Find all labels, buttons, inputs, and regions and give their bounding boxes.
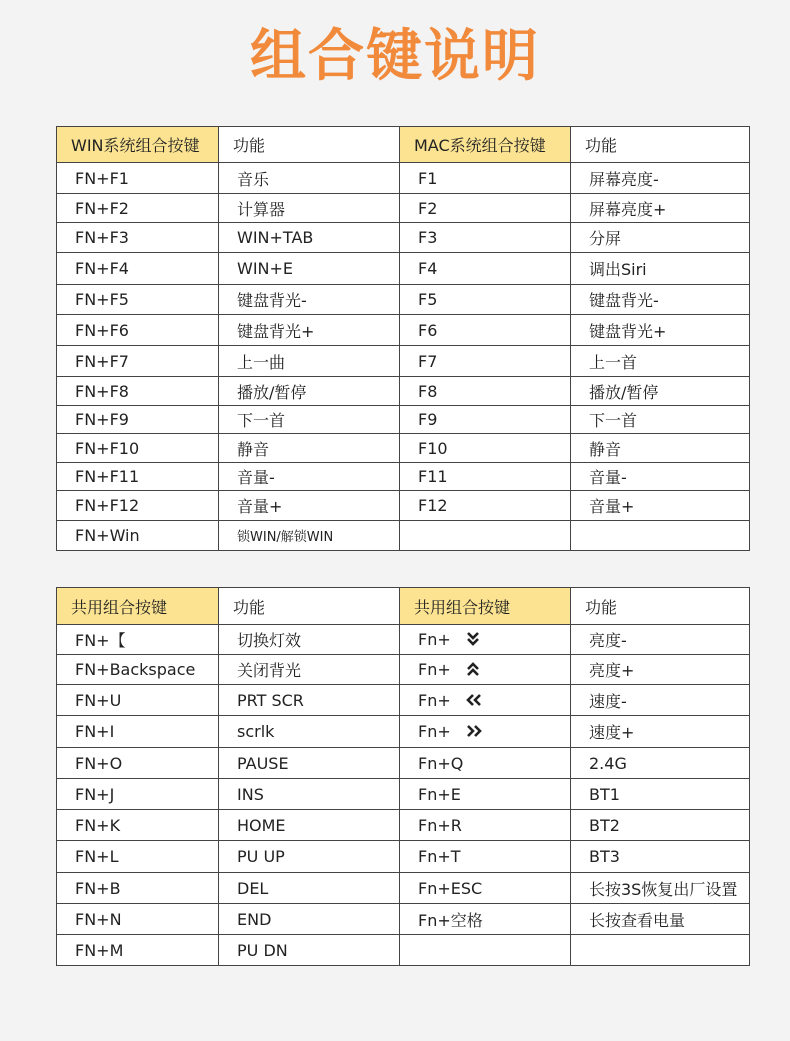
function-cell: PU DN bbox=[219, 935, 400, 966]
function-cell: 2.4G bbox=[571, 748, 750, 779]
table-row bbox=[57, 873, 750, 904]
mac-function-cell bbox=[571, 521, 750, 551]
win-function-cell: 计算器 bbox=[219, 194, 400, 223]
header-function: 功能 bbox=[571, 127, 750, 163]
win-function-cell: 上一曲 bbox=[219, 346, 400, 377]
key-cell bbox=[400, 716, 571, 748]
mac-function-cell: 下一首 bbox=[571, 406, 750, 434]
table-row bbox=[57, 346, 750, 377]
key-cell: Fn+空格 bbox=[400, 904, 571, 935]
mac-function-cell: 上一首 bbox=[571, 346, 750, 377]
win-key-cell: FN+F10 bbox=[57, 434, 219, 463]
mac-function-cell: 音量- bbox=[571, 463, 750, 491]
mac-key-cell: F10 bbox=[400, 434, 571, 463]
page-title: 组合键说明 bbox=[250, 24, 540, 89]
function-cell: PU UP bbox=[219, 841, 400, 873]
function-cell: BT3 bbox=[571, 841, 750, 873]
key-cell bbox=[400, 935, 571, 966]
table-row bbox=[57, 377, 750, 406]
mac-function-cell: 键盘背光- bbox=[571, 285, 750, 315]
win-key-cell: FN+F2 bbox=[57, 194, 219, 223]
win-function-cell: WIN+E bbox=[219, 253, 400, 285]
table-row bbox=[57, 163, 750, 194]
table-row bbox=[57, 810, 750, 841]
key-cell: Fn+Q bbox=[400, 748, 571, 779]
key-cell bbox=[400, 685, 571, 716]
function-cell: END bbox=[219, 904, 400, 935]
key-cell: FN+Backspace bbox=[57, 655, 219, 685]
mac-function-cell: 分屏 bbox=[571, 223, 750, 253]
mac-key-cell: F5 bbox=[400, 285, 571, 315]
table-header-row bbox=[57, 588, 750, 625]
function-cell: INS bbox=[219, 779, 400, 810]
table-row bbox=[57, 779, 750, 810]
function-cell bbox=[571, 935, 750, 966]
key-label: Fn+ bbox=[418, 722, 451, 741]
mac-function-cell: 静音 bbox=[571, 434, 750, 463]
mac-key-cell: F2 bbox=[400, 194, 571, 223]
function-cell: 速度+ bbox=[571, 716, 750, 748]
function-cell: BT1 bbox=[571, 779, 750, 810]
table-row bbox=[57, 748, 750, 779]
mac-key-cell: F6 bbox=[400, 315, 571, 346]
key-cell bbox=[400, 625, 571, 655]
shared-key-table bbox=[56, 587, 750, 966]
win-key-cell: FN+F6 bbox=[57, 315, 219, 346]
table-row bbox=[57, 194, 750, 223]
win-function-cell: 键盘背光+ bbox=[219, 315, 400, 346]
win-key-cell: FN+F1 bbox=[57, 163, 219, 194]
table-row bbox=[57, 315, 750, 346]
function-cell: 关闭背光 bbox=[219, 655, 400, 685]
header-mac-keys: MAC系统组合按键 bbox=[400, 127, 571, 163]
key-cell: FN+N bbox=[57, 904, 219, 935]
function-cell: 亮度+ bbox=[571, 655, 750, 685]
win-function-cell: 键盘背光- bbox=[219, 285, 400, 315]
win-function-cell: 音乐 bbox=[219, 163, 400, 194]
mac-key-cell: F7 bbox=[400, 346, 571, 377]
table-row bbox=[57, 904, 750, 935]
function-cell: DEL bbox=[219, 873, 400, 904]
mac-key-cell: F9 bbox=[400, 406, 571, 434]
key-label: Fn+ bbox=[418, 690, 451, 710]
function-cell: 长按查看电量 bbox=[571, 904, 750, 935]
header-function: 功能 bbox=[571, 588, 750, 625]
function-cell: 亮度- bbox=[571, 625, 750, 655]
key-cell: FN+O bbox=[57, 748, 219, 779]
win-key-cell: FN+Win bbox=[57, 521, 219, 551]
table-row bbox=[57, 935, 750, 966]
key-cell: FN+K bbox=[57, 810, 219, 841]
header-win-keys: WIN系统组合按键 bbox=[57, 127, 219, 163]
win-function-cell: 音量+ bbox=[219, 491, 400, 521]
key-cell: FN+B bbox=[57, 873, 219, 904]
key-cell: FN+【 bbox=[57, 625, 219, 655]
function-cell: PAUSE bbox=[219, 748, 400, 779]
key-cell: Fn+T bbox=[400, 841, 571, 873]
function-cell: HOME bbox=[219, 810, 400, 841]
key-cell: FN+U bbox=[57, 685, 219, 716]
win-function-cell: 播放/暂停 bbox=[219, 377, 400, 406]
win-function-cell: 下一首 bbox=[219, 406, 400, 434]
key-label: Fn+ bbox=[418, 630, 451, 649]
key-cell: FN+M bbox=[57, 935, 219, 966]
header-shared-keys: 共用组合按键 bbox=[57, 588, 219, 625]
table-row bbox=[57, 253, 750, 285]
header-function: 功能 bbox=[219, 588, 400, 625]
header-function: 功能 bbox=[219, 127, 400, 163]
key-cell: Fn+E bbox=[400, 779, 571, 810]
mac-key-cell: F11 bbox=[400, 463, 571, 491]
table-row bbox=[57, 841, 750, 873]
mac-function-cell: 音量+ bbox=[571, 491, 750, 521]
function-cell: 切换灯效 bbox=[219, 625, 400, 655]
key-cell: Fn+R bbox=[400, 810, 571, 841]
table-row bbox=[57, 716, 750, 748]
table-row bbox=[57, 655, 750, 685]
mac-key-cell bbox=[400, 521, 571, 551]
mac-function-cell: 屏幕亮度+ bbox=[571, 194, 750, 223]
mac-key-cell: F4 bbox=[400, 253, 571, 285]
header-shared-keys: 共用组合按键 bbox=[400, 588, 571, 625]
key-cell: FN+I bbox=[57, 716, 219, 748]
mac-function-cell: 调出Siri bbox=[571, 253, 750, 285]
function-cell: 长按3S恢复出厂设置 bbox=[571, 873, 750, 904]
function-key-table bbox=[56, 126, 750, 551]
mac-function-cell: 屏幕亮度- bbox=[571, 163, 750, 194]
win-key-cell: FN+F3 bbox=[57, 223, 219, 253]
win-function-cell: 锁WIN/解锁WIN bbox=[219, 521, 400, 551]
win-key-cell: FN+F7 bbox=[57, 346, 219, 377]
key-cell: Fn+ESC bbox=[400, 873, 571, 904]
mac-function-cell: 播放/暂停 bbox=[571, 377, 750, 406]
win-key-cell: FN+F8 bbox=[57, 377, 219, 406]
mac-function-cell: 键盘背光+ bbox=[571, 315, 750, 346]
win-function-cell: 音量- bbox=[219, 463, 400, 491]
key-cell: FN+L bbox=[57, 841, 219, 873]
table-row bbox=[57, 685, 750, 716]
table-row bbox=[57, 463, 750, 491]
win-key-cell: FN+F5 bbox=[57, 285, 219, 315]
double-chevron-left-icon bbox=[466, 693, 482, 707]
table-row bbox=[57, 406, 750, 434]
table-row bbox=[57, 223, 750, 253]
win-function-cell: 静音 bbox=[219, 434, 400, 463]
table-row bbox=[57, 285, 750, 315]
function-cell: 速度- bbox=[571, 685, 750, 716]
table-row bbox=[57, 434, 750, 463]
win-key-cell: FN+F12 bbox=[57, 491, 219, 521]
table-header-row bbox=[57, 127, 750, 163]
double-chevron-up-icon bbox=[466, 662, 480, 676]
double-chevron-right-icon bbox=[466, 724, 482, 738]
function-cell: PRT SCR bbox=[219, 685, 400, 716]
key-cell bbox=[400, 655, 571, 685]
win-key-cell: FN+F9 bbox=[57, 406, 219, 434]
double-chevron-down-icon bbox=[466, 632, 480, 646]
function-cell: BT2 bbox=[571, 810, 750, 841]
key-cell: FN+J bbox=[57, 779, 219, 810]
win-key-cell: FN+F11 bbox=[57, 463, 219, 491]
mac-key-cell: F1 bbox=[400, 163, 571, 194]
table-row bbox=[57, 521, 750, 551]
function-cell: scrlk bbox=[219, 716, 400, 748]
mac-key-cell: F8 bbox=[400, 377, 571, 406]
table-row bbox=[57, 491, 750, 521]
table-row bbox=[57, 625, 750, 655]
mac-key-cell: F12 bbox=[400, 491, 571, 521]
win-key-cell: FN+F4 bbox=[57, 253, 219, 285]
win-function-cell: WIN+TAB bbox=[219, 223, 400, 253]
mac-key-cell: F3 bbox=[400, 223, 571, 253]
key-label: Fn+ bbox=[418, 660, 451, 679]
